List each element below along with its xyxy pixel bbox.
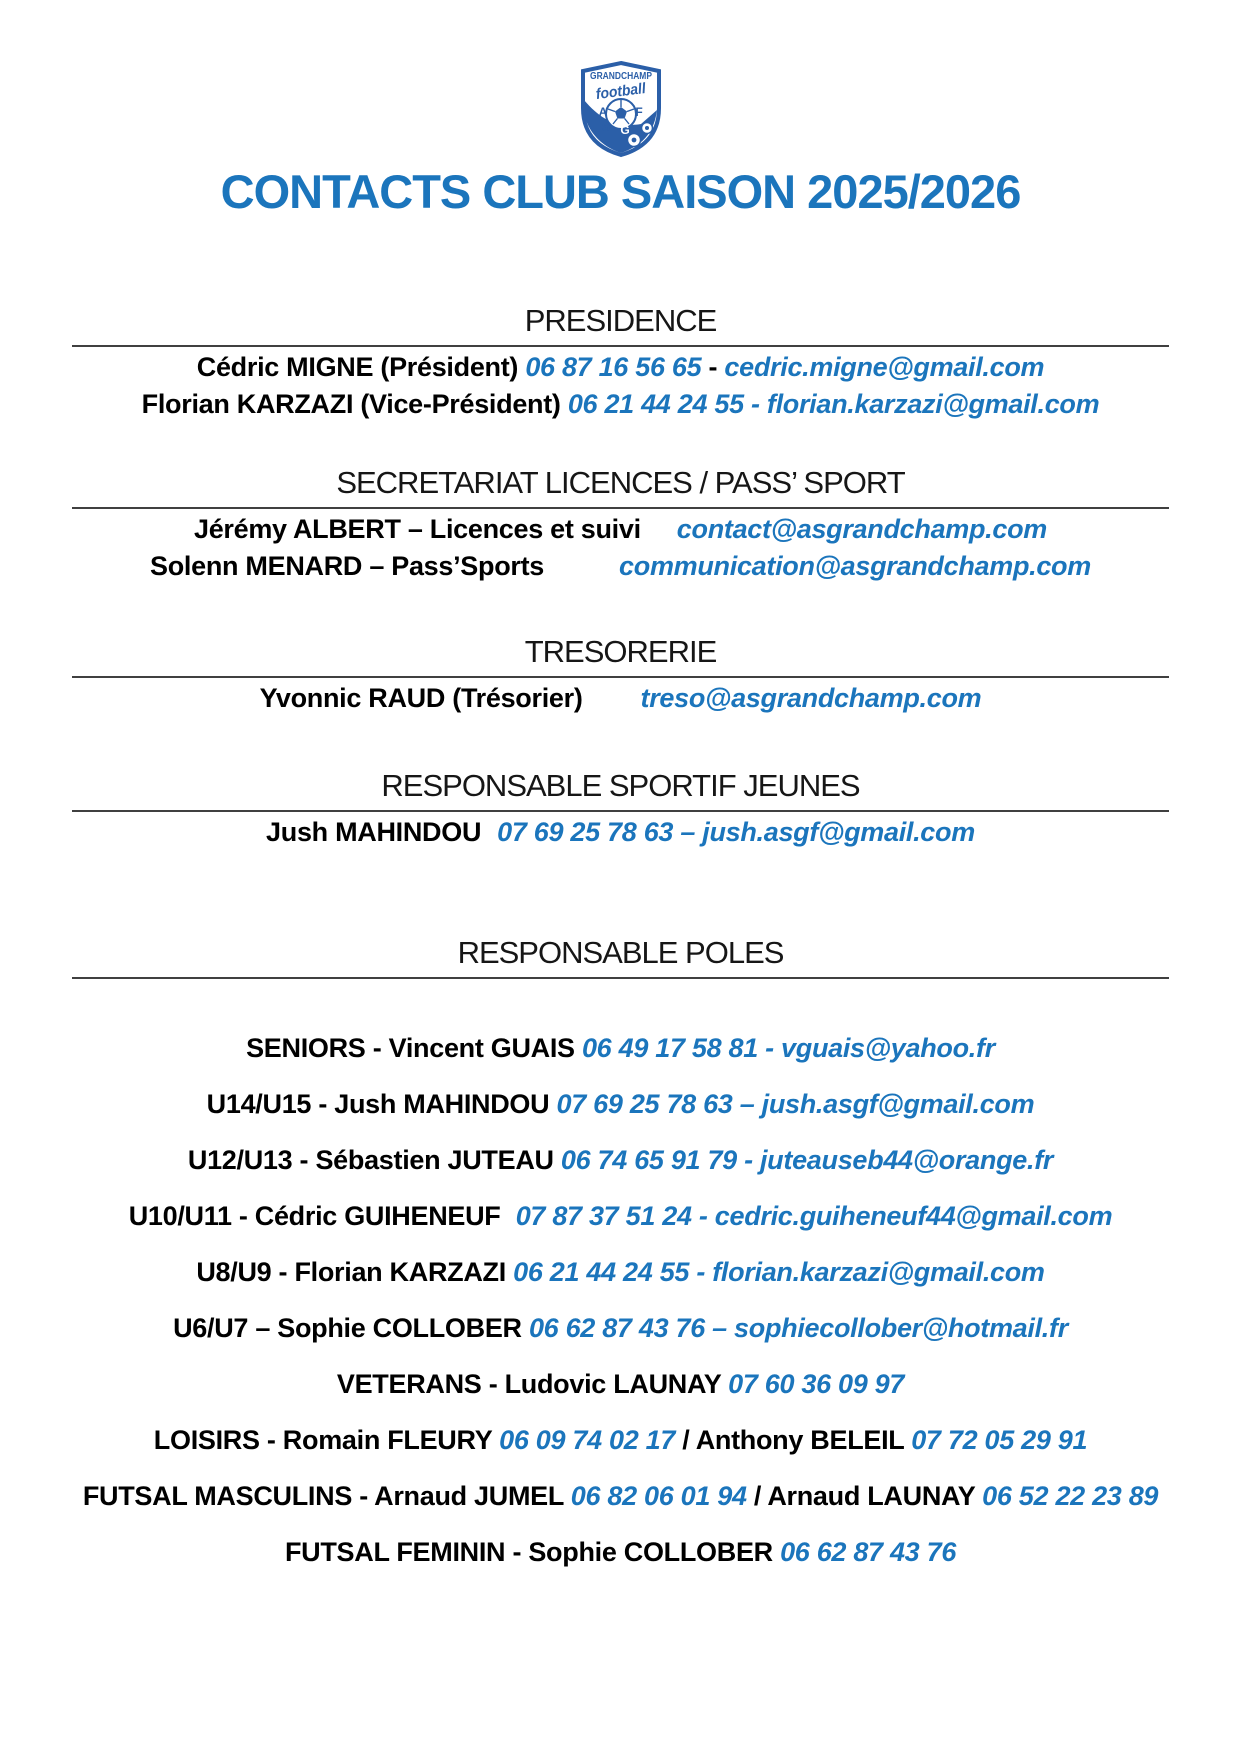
contact-link-text: treso@asgrandchamp.com	[640, 683, 982, 713]
logo-letter-s: S	[601, 120, 610, 134]
contact-row	[0, 1076, 1241, 1132]
contact-label-text: Solenn MENARD – Pass’Sports	[150, 551, 545, 581]
contact-row	[0, 1020, 1241, 1076]
contact-row	[0, 511, 1241, 548]
contact-label-text: U6/U7 – Sophie COLLOBER	[173, 1313, 529, 1343]
section-rows	[0, 347, 1241, 423]
section-title-presidence: PRESIDENCE	[524, 303, 717, 338]
contact-link-text: 07 87 37 51 24 - cedric.guiheneuf44@gmail.com	[515, 1201, 1113, 1231]
section-responsable-sportif-jeunes	[0, 769, 1241, 851]
contact-row	[0, 1356, 1241, 1412]
contact-link-text: 06 82 06 01 94	[570, 1481, 747, 1511]
contact-row	[0, 1468, 1241, 1524]
contact-label-text: U10/U11 - Cédric GUIHENEUF	[128, 1201, 508, 1231]
logo-letter-g: G	[619, 123, 630, 137]
contact-row	[0, 1412, 1241, 1468]
contact-link-text: 06 09 74 02 17	[499, 1425, 676, 1455]
contact-row	[0, 1524, 1241, 1580]
contact-link-text: 06 21 44 24 55 - florian.karzazi@gmail.com	[513, 1257, 1045, 1287]
contact-label-text: / Arnaud LAUNAY	[746, 1481, 983, 1511]
contact-link-text: cedric.migne@gmail.com	[724, 352, 1045, 382]
contact-label-text: VETERANS - Ludovic LAUNAY	[336, 1369, 729, 1399]
contact-row	[0, 1132, 1241, 1188]
section-presidence	[0, 304, 1241, 423]
section-title-responsable-poles: RESPONSABLE POLES	[457, 935, 784, 970]
contact-label-text: U12/U13 - Sébastien JUTEAU	[187, 1145, 561, 1175]
contact-row	[0, 548, 1241, 585]
contact-label-text: Jérémy ALBERT – Licences et suivi	[193, 514, 641, 544]
contact-label-text: FUTSAL MASCULINS - Arnaud JUMEL	[82, 1481, 571, 1511]
logo-small-ball-dot	[645, 126, 649, 130]
contact-link-text: 07 69 25 78 63 – jush.asgf@gmail.com	[556, 1089, 1035, 1119]
logo-letter-f: F	[634, 105, 643, 119]
contact-row	[0, 349, 1241, 386]
contact-label-text: U14/U15 - Jush MAHINDOU	[206, 1089, 557, 1119]
contact-link-text: 07 72 05 29 91	[911, 1425, 1088, 1455]
section-title-tresorerie: TRESORERIE	[524, 634, 717, 669]
contact-link-text: 06 49 17 58 81 - vguais@yahoo.fr	[581, 1033, 995, 1063]
contact-link-text: 06 62 87 43 76 – sophiecollober@hotmail.fr	[528, 1313, 1068, 1343]
contact-row	[0, 1188, 1241, 1244]
contact-link-text: communication@asgrandchamp.com	[619, 551, 1091, 581]
contact-row	[0, 386, 1241, 423]
contact-label-text: Yvonnic RAUD (Trésorier)	[259, 683, 583, 713]
contact-link-text: 06 74 65 91 79 - juteauseb44@orange.fr	[560, 1145, 1054, 1175]
page-title: CONTACTS CLUB SAISON 2025/2026	[220, 165, 1021, 218]
contact-label-text: U8/U9 - Florian KARZAZI	[196, 1257, 514, 1287]
logo-club-word: football	[594, 79, 651, 103]
contact-link-text: 07 69 25 78 63 – jush.asgf@gmail.com	[497, 817, 975, 847]
section-rows	[0, 979, 1241, 1580]
contact-link-text: 07 60 36 09 97	[728, 1369, 905, 1399]
logo-club-name: GRANDCHAMP	[589, 71, 652, 82]
contact-label-text: -	[701, 352, 725, 382]
section-tresorerie	[0, 635, 1241, 717]
contact-row	[0, 1244, 1241, 1300]
club-logo	[579, 60, 663, 158]
contact-label-text: / Anthony BELEIL	[675, 1425, 912, 1455]
section-rows	[0, 812, 1241, 851]
section-responsable-poles	[0, 936, 1241, 1580]
section-rows	[0, 678, 1241, 717]
logo-small-ball-dot	[631, 138, 636, 143]
contact-row	[0, 1300, 1241, 1356]
contact-label-text: LOISIRS - Romain FLEURY	[153, 1425, 500, 1455]
section-secretariat	[0, 466, 1241, 585]
contact-label-text: SENIORS - Vincent GUAIS	[246, 1033, 582, 1063]
section-title-secretariat: SECRETARIAT LICENCES / PASS’ SPORT	[336, 465, 905, 500]
contact-label-text: FUTSAL FEMININ - Sophie COLLOBER	[284, 1537, 781, 1567]
logo-letter-a: A	[598, 105, 607, 119]
contact-label-text: Florian KARZAZI (Vice-Président)	[141, 389, 568, 419]
contact-link-text: 06 87 16 56 65	[525, 352, 702, 382]
section-rows	[0, 509, 1241, 585]
contact-link-text: 06 62 87 43 76	[780, 1537, 957, 1567]
section-title-responsable-sportif-jeunes: RESPONSABLE SPORTIF JEUNES	[381, 768, 860, 803]
contact-link-text: 06 21 44 24 55 - florian.karzazi@gmail.com	[567, 389, 1100, 419]
sections-container	[0, 304, 1241, 1580]
contact-row	[0, 814, 1241, 851]
contact-row	[0, 680, 1241, 717]
contact-link-text: contact@asgrandchamp.com	[676, 514, 1048, 544]
contact-label-text: Jush MAHINDOU	[266, 817, 482, 847]
contact-label-text: Cédric MIGNE (Président)	[196, 352, 526, 382]
contact-link-text: 06 52 22 23 89	[982, 1481, 1159, 1511]
